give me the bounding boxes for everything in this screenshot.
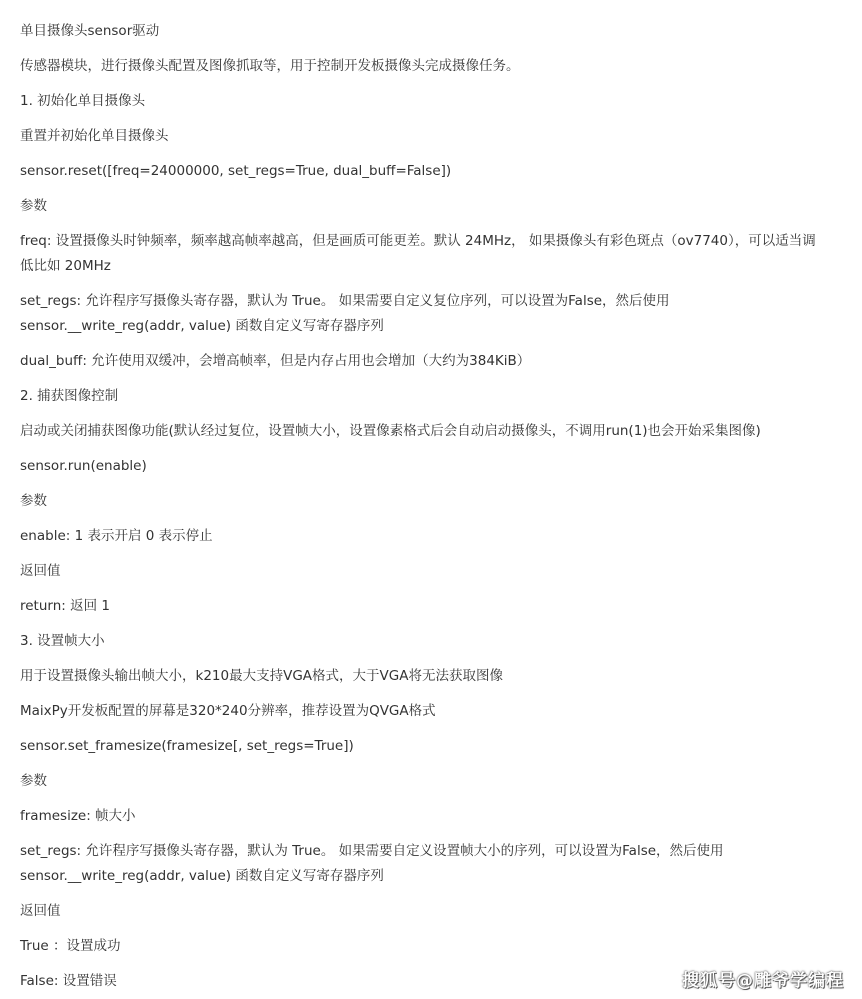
params-label: 参数 <box>20 773 47 789</box>
section-heading-2: 2. 捕获图像控制 <box>20 388 119 404</box>
params-label: 参数 <box>20 198 47 214</box>
doc-title: 单目摄像头sensor驱动 <box>20 23 160 39</box>
paragraph: 重置并初始化单目摄像头 <box>20 128 169 144</box>
param-description-cont: sensor.__write_reg(addr, value) 函数自定义写寄存器序列 <box>20 868 384 884</box>
watermark: 搜狐号@雕爷学编程 <box>682 971 844 991</box>
returns-label: 返回值 <box>20 903 61 919</box>
param-description: enable: 1 表示开启 0 表示停止 <box>20 528 213 544</box>
param-description: freq: 设置摄像头时钟频率，频率越高帧率越高，但是画质可能更差。默认 24MHz， 如果摄像头有彩色斑点（ov7740），可以适当调 <box>20 233 816 249</box>
paragraph: 用于设置摄像头输出帧大小，k210最大支持VGA格式，大于VGA将无法获取图像 <box>20 668 503 684</box>
code-signature: sensor.run(enable) <box>20 458 147 474</box>
section-heading-1: 1. 初始化单目摄像头 <box>20 93 146 109</box>
returns-label: 返回值 <box>20 563 61 579</box>
code-signature: sensor.set_framesize(framesize[, set_regs=True]) <box>20 738 354 754</box>
return-description: True ：设置成功 <box>20 938 121 954</box>
param-description: framesize: 帧大小 <box>20 808 136 824</box>
paragraph: 启动或关闭捕获图像功能(默认经过复位，设置帧大小，设置像素格式后会自动启动摄像头，不调用run(1)也会开始采集图像) <box>20 423 761 439</box>
section-heading-3: 3. 设置帧大小 <box>20 633 105 649</box>
code-signature: sensor.reset([freq=24000000, set_regs=True, dual_buff=False]) <box>20 163 452 179</box>
param-description-cont: sensor.__write_reg(addr, value) 函数自定义写寄存器序列 <box>20 318 384 334</box>
param-description: set_regs: 允许程序写摄像头寄存器，默认为 True。 如果需要自定义设置帧大小的序列，可以设置为False，然后使用 <box>20 843 724 859</box>
param-description: dual_buff: 允许使用双缓冲，会增高帧率，但是内存占用也会增加（大约为384KiB） <box>20 353 531 369</box>
param-description-cont: 低比如 20MHz <box>20 258 111 274</box>
paragraph: MaixPy开发板配置的屏幕是320*240分辨率，推荐设置为QVGA格式 <box>20 703 436 719</box>
params-label: 参数 <box>20 493 47 509</box>
return-description: False: 设置错误 <box>20 973 117 989</box>
param-description: set_regs: 允许程序写摄像头寄存器，默认为 True。 如果需要自定义复位序列，可以设置为False，然后使用 <box>20 293 670 309</box>
return-description: return: 返回 1 <box>20 598 110 614</box>
doc-intro: 传感器模块，进行摄像头配置及图像抓取等，用于控制开发板摄像头完成摄像任务。 <box>20 58 520 74</box>
